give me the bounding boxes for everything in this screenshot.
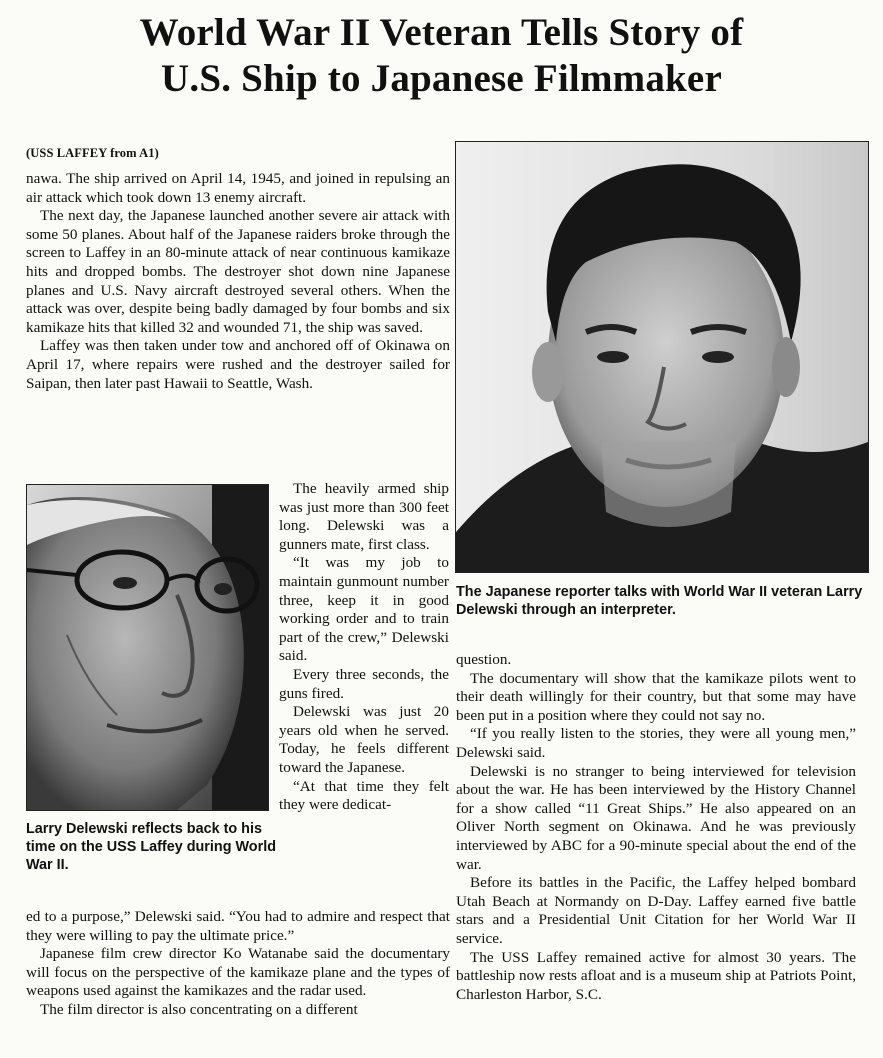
jump-line: (USS LAFFEY from A1) — [26, 146, 159, 160]
paragraph: The USS Laffey remained active for almost 30 years. The battleship now rests afloat and is a museum ship at Patriots Point, Charleston Harbor, S.C. — [456, 948, 856, 1003]
paragraph: “If you really listen to the stories, they were all young men,” Delewski said. — [456, 725, 856, 761]
headline-line-1: World War II Veteran Tells Story of — [139, 11, 744, 54]
paragraph: ed to a purpose,” Delewski said. “You had to admire and respect that they were willing to pay the ultimate price.” — [26, 908, 450, 944]
headline-line-2: U.S. Ship to Japanese Filmmaker — [161, 57, 722, 100]
paragraph: Delewski was just 20 years old when he served. Today, he feels different toward the Japanese. — [279, 703, 449, 776]
column-a — [26, 170, 450, 393]
column-c — [26, 908, 450, 1020]
reporter-photo — [455, 141, 869, 573]
paragraph: Japanese film crew director Ko Watanabe said the documentary will focus on the perspective of the kamikaze plane and the types of weapons used against the kamikazes and the radar used. — [26, 945, 450, 1000]
paragraph: The heavily armed ship was just more than 300 feet long. Delewski was a gunners mate, first class. — [279, 480, 449, 553]
paragraph: The next day, the Japanese launched another severe air attack with some 50 planes. About half of the Japanese raiders broke through the screen to Laffey in an 80-minute attack of near continuous kamikaze hits and dropped bombs. The destroyer shot down nine Japanese planes and U.S. Navy aircraft destroyed several others. When the attack was over, despite being badly damaged by four bombs and six kamikaze hits that killed 32 and wounded 71, the ship was saved. — [26, 207, 450, 336]
paragraph: nawa. The ship arrived on April 14, 1945, and joined in repulsing an air attack which took down 13 enemy aircraft. — [26, 170, 450, 206]
paragraph: Delewski is no stranger to being interviewed for television about the war. He has been interviewed by the History Channel for a show called “11 Great Ships.” He also appeared on an Oliver North segment on Okinawa. And he was previously interviewed by ABC for a 90-minute special about the end of the war. — [456, 762, 856, 873]
reporter-photo-caption: The Japanese reporter talks with World War II veteran Larry Delewski through an interpreter. — [456, 584, 863, 618]
paragraph: Every three seconds, the guns fired. — [279, 665, 449, 702]
paragraph: Laffey was then taken under tow and anchored off of Okinawa on April 17, where repairs were rushed and the destroyer sailed for Saipan, then later past Hawaii to Seattle, Wash. — [26, 337, 450, 392]
paragraph: “It was my job to maintain gunmount number three, keep it in good working order and to train part of the crew,” Delewski said. — [279, 554, 449, 665]
veteran-portrait-image — [27, 485, 268, 810]
paragraph: Before its battles in the Pacific, the Laffey helped bombard Utah Beach at Normandy on D-Day. Laffey earned five battle stars and a Presidential Unit Citation for her World War II service. — [456, 874, 856, 947]
paragraph: “At that time they felt they were dedicat- — [279, 777, 449, 814]
paragraph: question. — [456, 651, 512, 668]
reporter-portrait-image — [456, 142, 868, 572]
paragraph: The film director is also concentrating on a different — [40, 1000, 358, 1018]
column-b — [279, 480, 449, 815]
column-d — [456, 651, 856, 1004]
headline — [0, 10, 883, 102]
paragraph: The documentary will show that the kamikaze pilots went to their death willingly for their country, but that some may have been put in a position where they could not say no. — [456, 669, 856, 724]
veteran-photo-caption: Larry Delewski reflects back to his time on the USS Laffey during World War II. — [26, 821, 276, 873]
veteran-photo — [26, 484, 269, 811]
